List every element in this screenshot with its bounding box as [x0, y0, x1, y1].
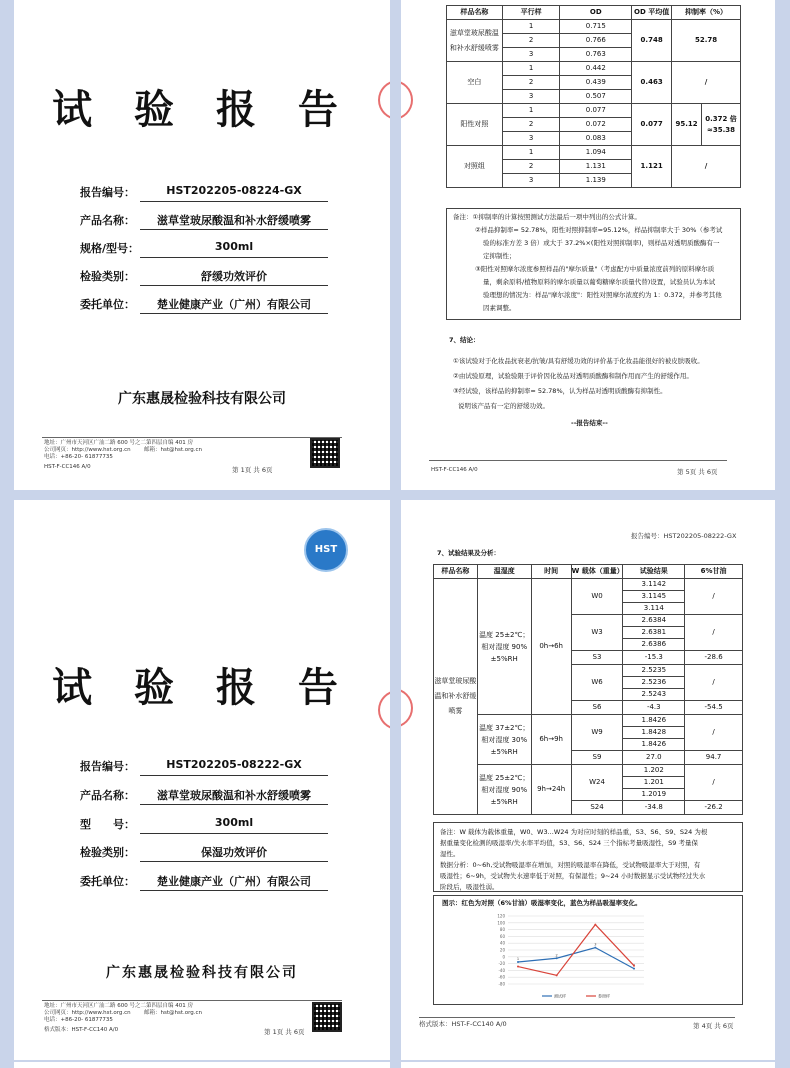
y-tick-label: 0 — [502, 954, 505, 960]
y-tick-label: 100 — [497, 920, 505, 926]
weight-label-cell: S9 — [571, 751, 623, 765]
footer-website: 公司网页：http://www.hst.org.cn — [44, 447, 131, 453]
glycerin-cell: / — [685, 579, 743, 615]
red-stamp-partial — [401, 80, 413, 120]
data-point — [517, 966, 519, 968]
condition-cell: 温度 37±2℃；相对湿度 30% ±5%RH — [477, 715, 531, 765]
company-name: 广东惠晟检验科技有限公司 — [118, 391, 286, 407]
footer-divider — [429, 460, 727, 461]
company-name: 广东惠晟检验科技有限公司 — [106, 965, 298, 981]
condition-cell: 温度 25±2℃；相对湿度 90% ±5%RH — [477, 765, 531, 815]
y-tick-label: 40 — [499, 940, 505, 946]
next-page-partial — [14, 1062, 390, 1068]
qr-code-icon — [312, 1002, 342, 1032]
table-row — [434, 765, 743, 777]
report-title: 试 验 报 告 — [52, 87, 352, 133]
info-row-report-no: 报告编号： HST202205-08224-GX — [76, 182, 328, 202]
table-row — [434, 579, 743, 591]
moisture-line-chart — [434, 912, 742, 1004]
info-row-category: 检验类别： 舒缓功效评价 — [76, 266, 328, 286]
glycerin-cell: -28.6 — [685, 651, 743, 665]
conclusion-1: ①该试验对于化妆品抗衰老/抗皱/具有舒缓功效的评价基于化妆品能很好的被皮肤吸收。 — [453, 357, 704, 365]
data-point — [556, 957, 558, 959]
info-row-model: 型 号： 300ml — [76, 814, 328, 834]
chart-caption: 图示：红色为对照（6%甘油）吸湿率变化，蓝色为样品吸湿率变化。 — [442, 899, 642, 907]
weight-label-cell: S24 — [571, 801, 623, 815]
page-number: 第 5页 共 6页 — [677, 468, 718, 476]
result-cell: 3.1145 — [623, 591, 685, 603]
glycerin-cell: / — [685, 665, 743, 701]
notes-box: 备注：①抑制率的计算按照测试方法最后一项中列出的公式计算。 ②样品抑制率= 52.78%，阳性对照抑制率=95.12%，样品抑制率大于 30%（参考试 验的标准方差 3 倍）或大于 37.2%×(阳性对照抑制率)，则样品对透明质酸酶有一 定抑制性； ③阳性对照摩尔浓度参照样品的"摩尔质量"（考虑配方中质量浓度前列的原料摩尔质 量，剩余原料/植物原料的摩尔质量以葡萄糖摩尔质量代替)设置，试验员认为本试 验理想的情况为：样品"摩尔浓度"：阳性对照摩尔浓度约为 1：0.372，并参考其他 因素调整。 — [446, 208, 741, 320]
legend-label: 参照样 — [598, 993, 610, 999]
footer-code: HST-F-CC146 A/0 — [431, 467, 478, 473]
result-cell: 1.8426 — [623, 715, 685, 727]
data-point — [556, 974, 558, 976]
sample-name-cell: 滋草堂玻尿酸温和补水舒缓喷雾 — [434, 579, 478, 815]
next-page-partial — [401, 1062, 775, 1068]
result-cell: -4.3 — [623, 701, 685, 715]
y-tick-label: -20 — [498, 961, 505, 967]
weight-label-cell: S6 — [571, 701, 623, 715]
result-cell: 1.8426 — [623, 739, 685, 751]
report2-cover-page — [14, 500, 390, 1060]
report-end: --报告结束-- — [571, 419, 608, 427]
report1-page5 — [401, 0, 775, 490]
result-cell: 1.2019 — [623, 789, 685, 801]
weight-label-cell: W24 — [571, 765, 623, 801]
result-cell: 2.5236 — [623, 677, 685, 689]
data-point — [594, 924, 596, 926]
footer-divider — [419, 1017, 735, 1018]
y-tick-label: 120 — [497, 913, 505, 919]
glycerin-cell: -54.5 — [685, 701, 743, 715]
moisture-results-table: 样品名称 温湿度 时间 W 载体（重量） 试验结果 6%甘油 滋草堂玻尿酸温和补水舒缓喷雾 温度 25±2℃；相对湿度 90% ±5%RH 0h→6h W0 3.1142 / 3.1145 3.114 W3 2.6384 / 2.6381 2.6386 S3 -15.3 -28.6 W6 2.5235 / 2.5236 2.5243 S6 -4.3 -54.5 温度 37±2℃；相对湿度 30% ±5%RH 6h→9h W9 1.8426 / 1.8428 1.8426 S9 27.0 94.7 温度 25±2℃；相对湿度 90% ±5%RH 9h→24h W24 1.202 / 1.201 1.2019 S24 -34.8 -26.2 — [433, 564, 743, 815]
report2-page4 — [401, 500, 775, 1060]
footer-code: 格式版本：HST-F-CC140 A/0 — [44, 1027, 119, 1033]
footer-address: 地址：广州市天河区广汕二路 600 号之二第四层自编 401 房 — [44, 1003, 193, 1009]
red-stamp-partial — [401, 688, 413, 728]
data-point — [594, 947, 596, 949]
x-category-label: 2 — [555, 953, 558, 958]
footer-website: 公司网页：http://www.hst.org.cn — [44, 1010, 131, 1016]
page-number: 第 4页 共 6页 — [693, 1022, 734, 1030]
info-row-spec: 规格/型号： 300ml — [76, 238, 328, 258]
footer-phone: 电话：+86-20- 61877735 — [44, 454, 113, 460]
weight-label-cell: W9 — [571, 715, 623, 751]
report1-cover-page — [14, 0, 390, 490]
footer-code: HST-F-CC146 A/0 — [44, 464, 91, 470]
y-tick-label: 60 — [499, 933, 505, 939]
info-row-client: 委托单位： 楚业健康产业（广州）有限公司 — [76, 294, 328, 314]
footer-address: 地址：广州市天河区广汕二路 600 号之二第四层自编 401 房 — [44, 440, 193, 446]
result-cell: 2.6381 — [623, 627, 685, 639]
weight-label-cell: S3 — [571, 651, 623, 665]
weight-label-cell: W0 — [571, 579, 623, 615]
glycerin-cell: / — [685, 765, 743, 801]
footer-phone: 电话：+86-20- 61877735 — [44, 1017, 113, 1023]
glycerin-cell: / — [685, 715, 743, 751]
notes-box: 备注：W 载体为载体重量，W0、W3...W24 为对应时刻的样品重，S3、S6、S9、S24 为根 据重量变化检测的吸湿率/失水率平均值，S3、S6、S24 三个指标考量吸湿性，S9 考量保 湿性。 数据分析：0~6h,受试物吸湿率在增加，对照的吸湿率在降低，受试物吸湿率大于对照，有 吸湿性；6~9h，受试物失水速率低于对照，有保湿性；9~24 小时数据显示受试物经过失水 阶段后，吸湿性弱。 — [433, 822, 743, 892]
time-cell: 0h→6h — [531, 579, 571, 715]
conclusion-title: 7、结论： — [449, 336, 480, 344]
conclusion-3: ③经试验，该样品的抑制率= 52.78%，认为样品对透明质酸酶有抑制性。 — [453, 387, 667, 395]
report-number: 报告编号：HST202205-08222-GX — [631, 532, 737, 540]
result-cell: 2.5243 — [623, 689, 685, 701]
conclusion-2: ②由试验原理，试验验限于评价因化妆品对透明质酸酶和制作用而产生的舒缓作用。 — [453, 372, 693, 380]
footer-divider — [42, 1000, 342, 1001]
result-cell: 1.201 — [623, 777, 685, 789]
info-row-category: 检验类别： 保湿功效评价 — [76, 842, 328, 862]
info-row-report-no: 报告编号： HST202205-08222-GX — [76, 756, 328, 776]
result-cell: 27.0 — [623, 751, 685, 765]
glycerin-cell: / — [685, 615, 743, 651]
y-tick-label: -80 — [498, 981, 505, 987]
footer-email: 邮箱：hst@hst.org.cn — [144, 1010, 203, 1016]
footer-divider — [42, 437, 342, 438]
result-cell: 1.202 — [623, 765, 685, 777]
time-cell: 9h→24h — [531, 765, 571, 815]
info-row-product-name: 产品名称： 滋草堂玻尿酸温和补水舒缓喷雾 — [76, 210, 328, 230]
page-number: 第 1页 共 6页 — [232, 466, 273, 474]
footer-email: 邮箱：hst@hst.org.cn — [144, 447, 203, 453]
legend-label: 测试样 — [554, 993, 566, 999]
result-cell: 2.6386 — [623, 639, 685, 651]
glycerin-cell: 94.7 — [685, 751, 743, 765]
info-row-product-name: 产品名称： 滋草堂玻尿酸温和补水舒缓喷雾 — [76, 785, 328, 805]
weight-label-cell: W3 — [571, 615, 623, 651]
qr-code-icon — [310, 438, 340, 468]
footer-code: 格式版本：HST-F-CC140 A/0 — [419, 1020, 507, 1028]
group-name: 空白 — [447, 62, 503, 104]
od-results-table: 样品名称 平行样 OD OD 平均值 抑制率（%） 滋草堂玻尿酸温和补水舒缓喷雾 1 0.715 0.748 52.78 2 0.766 3 0.763 空白 1 0.442 0.463 / 2 0.439 3 0.507 阳性对照 1 0.077 0.077 95.12 0.372 倍 ≈35.38 2 0.072 3 0.083 对照组 1 1.094 1.121 / 2 1.131 3 1.139 — [446, 5, 741, 188]
info-row-client: 委托单位： 楚业健康产业（广州）有限公司 — [76, 871, 328, 891]
y-tick-label: 80 — [499, 927, 505, 933]
data-point — [633, 968, 635, 970]
data-point — [633, 965, 635, 967]
result-cell: 2.5235 — [623, 665, 685, 677]
y-tick-label: -40 — [498, 967, 505, 973]
group-name: 滋草堂玻尿酸温和补水舒缓喷雾 — [447, 20, 503, 62]
hst-logo-icon: HST — [304, 528, 348, 572]
conclusion-4: 说明该产品有一定的舒缓功效。 — [458, 402, 549, 410]
section-title: 7、试验结果及分析： — [437, 549, 501, 557]
group-name: 对照组 — [447, 146, 503, 188]
weight-label-cell: W6 — [571, 665, 623, 701]
y-tick-label: 20 — [499, 947, 505, 953]
page-number: 第 1页 共 6页 — [264, 1028, 305, 1036]
time-cell: 6h→9h — [531, 715, 571, 765]
condition-cell: 温度 25±2℃；相对湿度 90% ±5%RH — [477, 579, 531, 715]
result-cell: -34.8 — [623, 801, 685, 815]
x-category-label: 1 — [516, 957, 520, 962]
group-name: 阳性对照 — [447, 104, 503, 146]
data-point — [517, 961, 519, 963]
table-row — [434, 715, 743, 727]
chart-box — [433, 895, 743, 1005]
glycerin-cell: -26.2 — [685, 801, 743, 815]
result-cell: 2.6384 — [623, 615, 685, 627]
x-category-label: 3 — [594, 942, 597, 947]
report-title: 试 验 报 告 — [52, 665, 352, 711]
y-tick-label: -60 — [498, 974, 505, 980]
result-cell: -15.3 — [623, 651, 685, 665]
result-cell: 1.8428 — [623, 727, 685, 739]
result-cell: 3.114 — [623, 603, 685, 615]
result-cell: 3.1142 — [623, 579, 685, 591]
